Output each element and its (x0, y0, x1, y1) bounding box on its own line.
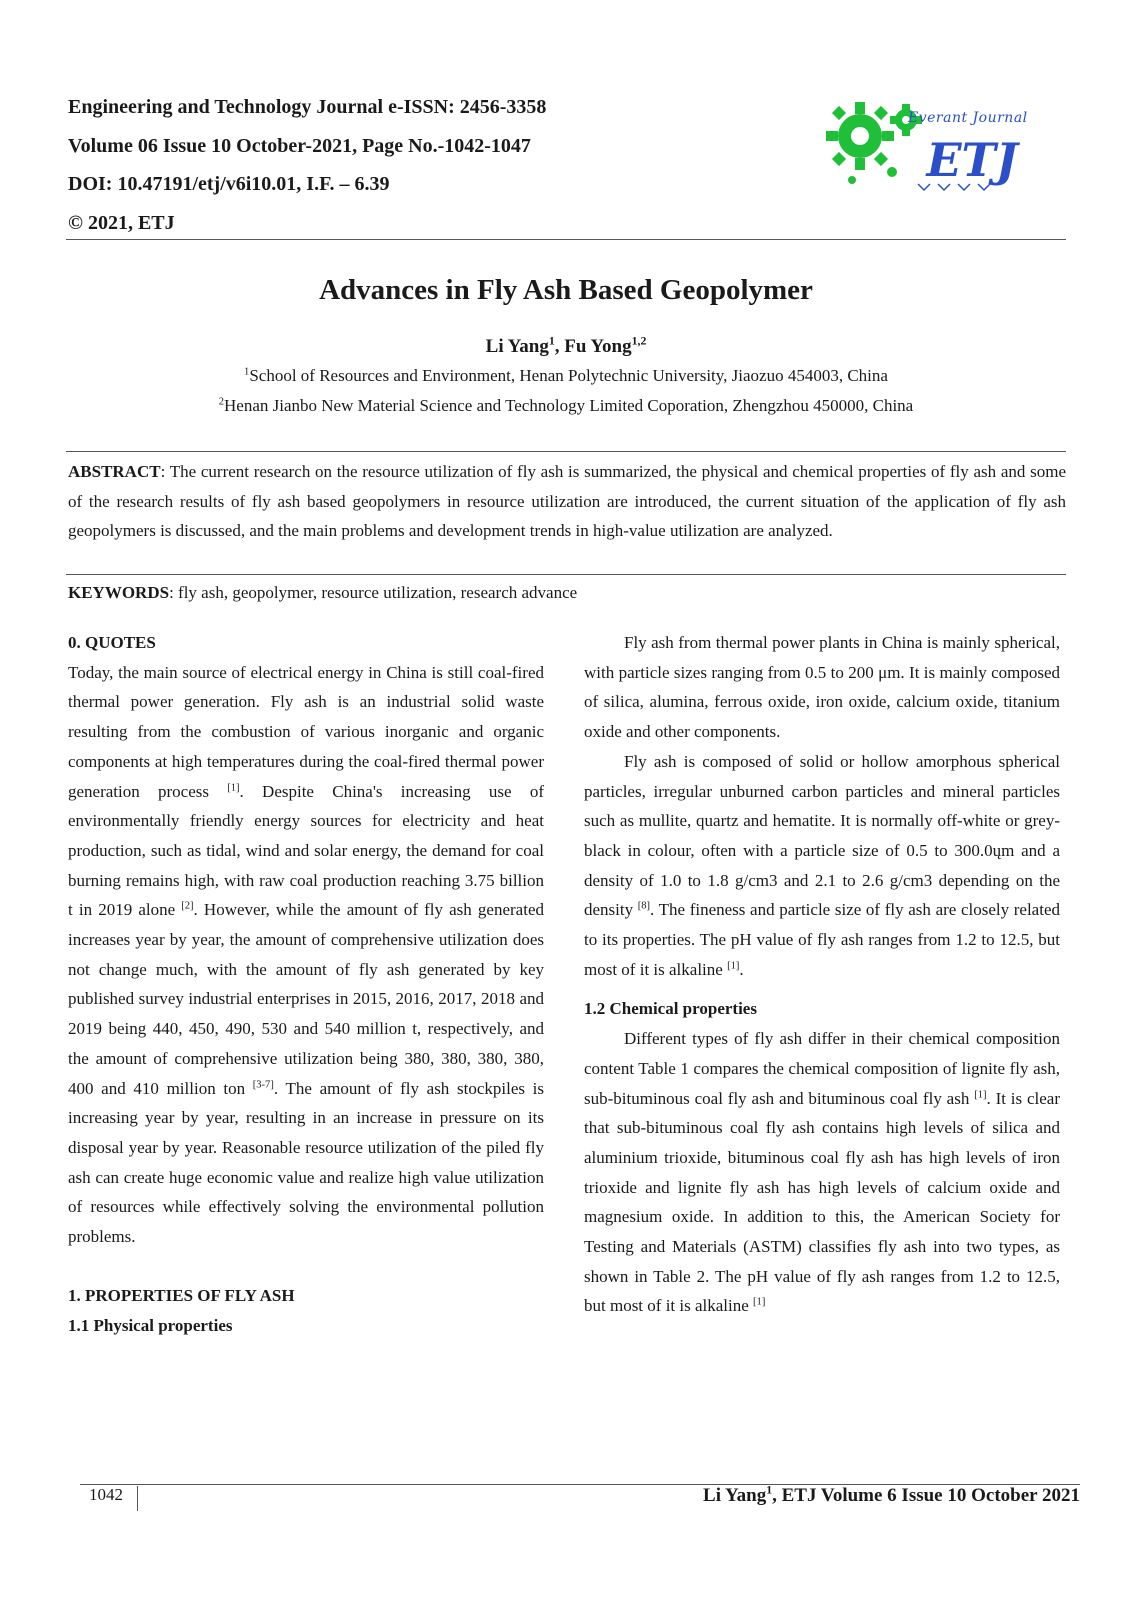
abstract-top-rule (66, 451, 1066, 452)
running-footer (703, 1485, 1080, 1507)
footer-journal-info: , ETJ Volume 6 Issue 10 October 2021 (772, 1485, 1080, 1506)
copyright-line: © 2021, ETJ (68, 211, 175, 234)
keywords-text: : fly ash, geopolymer, resource utilization, research advance (169, 583, 578, 602)
logo-etj-text: ETJ (926, 133, 1018, 187)
footer-separator (137, 1486, 138, 1511)
author-separator: , (554, 336, 565, 357)
citation-3-7: [3-7] (252, 1078, 274, 1090)
left-column (68, 628, 544, 1341)
logo-journal-name: Everant Journal (908, 110, 1028, 126)
paper-title: Advances in Fly Ash Based Geopolymer (319, 274, 813, 306)
journal-issn-line: Engineering and Technology Journal e-ISSN: 2456-3358 (68, 96, 547, 118)
citation-1: [1] (227, 781, 240, 793)
abstract-text: : The current research on the resource utilization of fly ash is summarized, the physical and chemical properties of fly ash and some of the research results of fly ash based geopolymers in resource utilization are introduced, the current situation of the application of fly ash geopolymers is discussed, and the main problems and development trends in high-value utilization are analyzed. (68, 462, 1066, 540)
affiliation-1-text: School of Resources and Environment, Henan Polytechnic University, Jiaozuo 454003, China (249, 366, 888, 385)
citation-1-c: [1] (753, 1296, 766, 1308)
section-properties-heading: 1. PROPERTIES OF FLY ASH (68, 1286, 295, 1306)
quotes-text-3: . However, while the amount of fly ash generated increases year by year, the amount of comprehensive utilization does not change much, with the amount of fly ash generated by key published survey industrial enterprises in 2015, 2016, 2017, 2018 and 2019 being 440, 450, 490, 530 and 540 million t, respectively, and the amount of comprehensive utilization being 380, 380, 380, 380, 400 and 410 million ton (68, 900, 544, 1098)
subsection-physical-heading: 1.1 Physical properties (68, 1316, 233, 1336)
page-number: 1042 (89, 1485, 123, 1504)
author-1: Li Yang (485, 336, 549, 357)
affiliation-2 (66, 396, 1066, 416)
quotes-paragraph (68, 658, 544, 1252)
subsection-chemical-heading: 1.2 Chemical properties (584, 999, 757, 1019)
quotes-text-4: . The amount of fly ash stockpiles is increasing year by year, resulting in an increase in pressure on its disposal year by year. Reasonable resource utilization of the piled fly ash can create huge economic value and realize high value utilization of resources while effectively solving the environmental pollution problems. (68, 1078, 544, 1247)
affiliation-2-text: Henan Jianbo New Material Science and Technology Limited Coporation, Zhengzhou 450000, China (224, 396, 914, 415)
section-quotes-heading: 0. QUOTES (68, 633, 156, 652)
physical-text-1: Fly ash is composed of solid or hollow amorphous spherical particles, irregular unburned carbon particles and mineral particles such as mullite, quartz and hematite. It is normally off-white or grey-black in colour, often with a particle size of 0.5 to 300.0ųm and a density of 1.0 to 1.8 g/cm3 and 2.1 to 2.6 g/cm3 depending on the density (584, 751, 1060, 920)
citation-2: [2] (181, 900, 194, 912)
keywords (68, 578, 1066, 608)
footer-author: Li Yang (703, 1485, 767, 1506)
chemical-paragraph (584, 1024, 1060, 1321)
abstract (68, 457, 1066, 546)
journal-header (68, 88, 668, 242)
header-rule (66, 239, 1066, 240)
affiliation-1-marker: 1 (244, 366, 250, 378)
physical-paragraph-2 (584, 747, 1060, 985)
author-2: Fu Yong (564, 336, 632, 357)
abstract-bottom-rule (66, 574, 1066, 575)
affiliation-2-marker: 2 (218, 396, 225, 408)
citation-8: [8] (637, 900, 651, 912)
quotes-text-1: Today, the main source of electrical energy in China is still coal-fired thermal power generation. Fly ash is an industrial solid waste resulting from the combustion of various inorganic and organic components at high temperatures during the coal-fired thermal power generation process (68, 662, 544, 801)
right-column (584, 628, 1060, 1321)
physical-text-3: . (739, 959, 744, 979)
physical-text-2: . The fineness and particle size of fly ash are closely related to its properties. The pH value of fly ash ranges from 1.2 to 12.5, but most of it is alkaline (584, 900, 1060, 979)
chemical-text-1: Different types of fly ash differ in their chemical composition content Table 1 compares the chemical composition of lignite fly ash, sub-bituminous coal fly ash and bituminous coal fly ash (584, 1029, 1060, 1108)
abstract-label: ABSTRACT (68, 462, 161, 481)
chemical-text-2: . It is clear that sub-bituminous coal fly ash contains high levels of silica and aluminium trioxide, bituminous coal fly ash has high levels of iron trioxide and lignite fly ash has high levels of calcium oxide and magnesium oxide. In addition to this, the American Society for Testing and Materials (ASTM) classifies fly ash into two types, as shown in Table 2. The pH value of fly ash ranges from 1.2 to 12.5, but most of it is alkaline (584, 1088, 1061, 1316)
author-list (66, 336, 1066, 358)
author-2-affiliation: 1,2 (631, 334, 647, 348)
citation-1-a: [1] (727, 960, 740, 972)
quotes-text-2: . Despite China's increasing use of environmentally friendly energy sources for electricity and heat production, such as tidal, wind and solar energy, the demand for coal burning remains high, with raw coal production reaching 3.75 billion t in 2019 alone (68, 781, 544, 920)
citation-1-b: [1] (974, 1088, 987, 1100)
keywords-label: KEYWORDS (68, 583, 170, 602)
footer-author-sup: 1 (766, 1483, 773, 1497)
author-1-affiliation: 1 (548, 334, 555, 348)
physical-paragraph-1: Fly ash from thermal power plants in China is mainly spherical, with particle sizes ranging from 0.5 to 200 μm. It is mainly composed of silica, alumina, ferrous oxide, iron oxide, calcium oxide, titanium oxide and other components. (584, 633, 1060, 742)
affiliation-1 (66, 366, 1066, 386)
doi-line: DOI: 10.47191/etj/v6i10.01, I.F. – 6.39 (68, 173, 390, 195)
journal-logo (822, 84, 1032, 196)
gear-logo-icon (822, 84, 1032, 196)
volume-line: Volume 06 Issue 10 October-2021, Page No.-1042-1047 (68, 134, 531, 157)
